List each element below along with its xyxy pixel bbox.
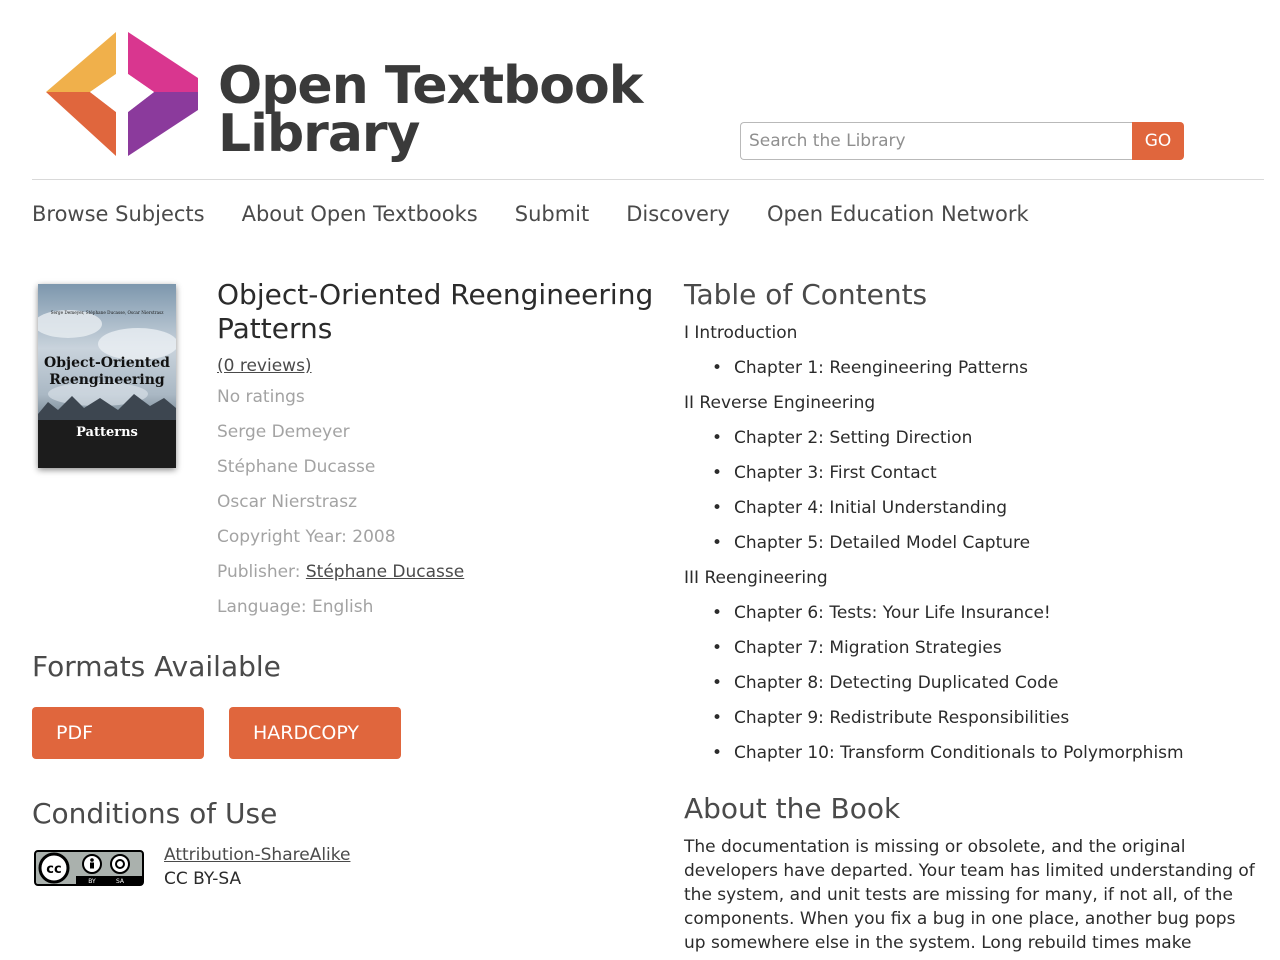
header-divider [32, 179, 1264, 180]
author-3: Oscar Nierstrasz [217, 492, 357, 512]
publisher-link[interactable]: Stéphane Ducasse [305, 562, 465, 582]
toc-chapter: • Chapter 4: Initial Understanding [734, 498, 1264, 519]
cover-authors: Serge Demeyer, Stéphane Ducasse, Oscar Nierstrasz [50, 310, 164, 315]
about-heading: About the Book [684, 792, 901, 825]
hardcopy-format-button[interactable]: HARDCOPY [229, 707, 401, 759]
table-of-contents [684, 278, 1264, 778]
book-cover-image [38, 284, 176, 468]
toc-chapter: • Chapter 1: Reengineering Patterns [734, 358, 1264, 379]
about-the-book [684, 792, 1260, 955]
ratings-text: No ratings [217, 387, 305, 407]
copyright-year: Copyright Year: 2008 [217, 527, 396, 547]
search-go-button[interactable]: GO [1132, 122, 1184, 160]
toc-chapter: • Chapter 10: Transform Conditionals to Polymorphism [734, 743, 1264, 764]
formats-heading: Formats Available [32, 650, 281, 683]
toc-heading: Table of Contents [684, 278, 928, 311]
cover-title-line-3: Patterns [76, 425, 138, 440]
book-details [217, 278, 657, 633]
toc-chapter: • Chapter 7: Migration Strategies [734, 638, 1264, 659]
cc-by-sa-badge-icon [34, 850, 144, 886]
site-logo-text[interactable] [218, 56, 643, 164]
open-textbook-library-logo-icon[interactable] [42, 30, 202, 158]
nav-browse-subjects[interactable]: Browse Subjects [32, 202, 205, 226]
nav-discovery[interactable]: Discovery [626, 202, 730, 226]
license-link[interactable]: Attribution-ShareAlike [164, 845, 351, 865]
toc-part-3: III Reengineering [684, 568, 828, 588]
toc-part-2: II Reverse Engineering [684, 393, 876, 413]
toc-chapter: • Chapter 6: Tests: Your Life Insurance! [734, 603, 1264, 624]
site-header [0, 0, 1280, 180]
search-input[interactable] [740, 122, 1132, 160]
language: Language: English [217, 597, 374, 617]
toc-part-3-chapters [684, 603, 1264, 764]
cc-badge-sa-text: SA [115, 878, 125, 885]
toc-part-2-chapters [684, 428, 1264, 554]
publisher [217, 563, 657, 582]
toc-chapter: • Chapter 5: Detailed Model Capture [734, 533, 1264, 554]
toc-chapter: • Chapter 8: Detecting Duplicated Code [734, 673, 1264, 694]
book-title: Object-Oriented Reengineering Patterns [217, 278, 654, 345]
cc-badge-by-text: BY [88, 878, 96, 885]
publisher-label: Publisher: [217, 562, 306, 582]
reviews-link[interactable]: (0 reviews) [217, 356, 312, 376]
author-1: Serge Demeyer [217, 422, 350, 442]
toc-chapter: • Chapter 9: Redistribute Responsibilities [734, 708, 1264, 729]
search-bar [740, 122, 1184, 160]
toc-part-1: I Introduction [684, 323, 798, 343]
conditions-heading: Conditions of Use [32, 797, 278, 830]
nav-about-open-textbooks[interactable]: About Open Textbooks [241, 202, 478, 226]
author-2: Stéphane Ducasse [217, 457, 376, 477]
svg-text:cc: cc [46, 862, 62, 877]
license-code: CC BY-SA [164, 869, 242, 889]
logo-line-1: Open Textbook [218, 56, 643, 116]
pdf-format-button[interactable]: PDF [32, 707, 204, 759]
main-nav [32, 202, 1066, 226]
cover-title-line-1: Object-Oriented [44, 355, 170, 371]
about-text: The documentation is missing or obsolete, and the original developers have departed. Your team has limited understanding of the system, and unit tests are missing for many, if not all, of the components. When you fix a bug in one place, another bug pops up somewhere else in the system. Long rebuild times make [684, 837, 1255, 953]
toc-chapter: • Chapter 3: First Contact [734, 463, 1264, 484]
logo-line-2: Library [218, 104, 420, 164]
toc-chapter: • Chapter 2: Setting Direction [734, 428, 1264, 449]
cover-title-line-2: Reengineering [49, 372, 165, 388]
nav-open-education-network[interactable]: Open Education Network [766, 202, 1029, 226]
nav-submit[interactable]: Submit [514, 202, 590, 226]
toc-part-1-chapters [684, 358, 1264, 379]
